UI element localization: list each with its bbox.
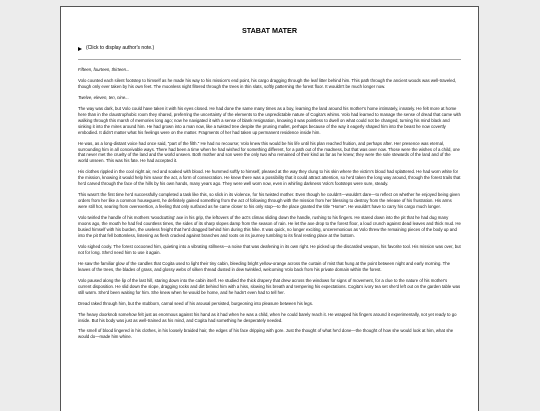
- story-paragraph: The heavy doorknob somehow felt just as enormous against his hand as it had when he was a child, when he could barely reach it. He wrapped his fingers around it experimentally, not yet ready to go inside. But his body was just as well-trained as his mind, and Cogita had something he desperately needed.: [78, 311, 457, 323]
- story-page: [60, 6, 479, 411]
- story-paragraph: Dread raked through him, but the stubborn, carnal seed of his arousal persisted, burgeoning into pleasure between his legs.: [78, 300, 314, 306]
- author-note-toggle-label[interactable]: (Click to display author's note.): [86, 45, 155, 51]
- story-paragraph: Volo paused along the lip of the last hill, staring down into the cabin itself. He studied the thick drapery that drew across the windows for signs of movement, for a clue to the nature of his mother's current disposition. He slid down the slope, dragging rocks and dirt behind him with a hiss, slowing his breath and tempering his expectations. Cogita's ivory tea set she'd left out on the garden table was still warm. She'd been waiting for him. She knew when he would be home, and he hadn't even had to tell her.: [78, 277, 461, 295]
- divider: [78, 59, 461, 60]
- story-paragraph: The smell of blood lingered in his clothes, in his loosely braided hair, the edges of his face dripping with gore. Just the thought of what he'd done—the thought of how she would look at him, what she would do—made him whine.: [78, 328, 454, 340]
- story-paragraph: Twelve, eleven, ten, nine...: [78, 94, 129, 100]
- story-paragraph: Volo twirled the handle of his mothers 'woodcutting' axe in his grip, the leftovers of the act's climax sliding down the handle, rushing to his fingers. He stared down into the pit that he had dug many moons ago, the mouth he had fed countless times, the sides of its sharp slopes damp from the season of rain. He let the axe drop to the forest floor, a loud crunch against dead leaves and thick mud. He busied himself with his burden, the useless freight that he'd dragged behind him during this hike. It was quick, no longer exciting, unceremonious as Volo threw the remaining pieces of the body up and into the pit that fell bottomless, listening as flesh cracked against branches and roots on its journey tumbling to its final resting place at the bottom.: [78, 215, 461, 238]
- story-title: STABAT MATER: [241, 26, 298, 35]
- story-paragraph: This wasn't the first time he'd successfully completed a task like this, so slick in its violence, for his twisted mother. Even though he couldn't—wouldn't dare—to reflect on whether he enjoyed being given orders from her like a common houseguest, he definitely gained something from the act of following through with the mission from her blessing to destroy from the release of his frustration. His arms were still hot, searing from overexertion, a feeling that only surfaced as he came closer to his only stop—to the place granted the title "Home". He wouldn't have to carry his cargo much longer.: [78, 192, 460, 210]
- author-note-toggle[interactable]: [78, 45, 461, 52]
- story-paragraph: His clothes rippled in the cool night air, red and soaked with blood. He hummed softly to himself, pleased at the way they clung to his skin where the victim's blood had splattered. He had worn white for the mission, knowing it would help him savor the act, a form of consecration. He knew there was a possibility that it could attract attention, so he'd taken the long way around, through the forest trails that he'd carved through the face of the hills by his own hands, many years ago. They were well worn now, even in whirling darkness Volo's footsteps were sure, steady.: [78, 169, 461, 187]
- story-body: [78, 67, 461, 340]
- story-paragraph: The way was dark, but Volo could have taken it with his eyes closed. He had done the same many times as a boy, learning the land around his mother's home intimately, innately. He felt more at home here than in the claustrophobic room they shared, preferring the uncertainty of the elements to the unpredictable nature of Cogita's whims. Volo had learned to manage the sense of dread that came with walking through this marsh of memories long ago; now he navigated it with a sense of blank resignation, knowing it was pointless to dwell on what could not be changed, turning his mind black and sinking it into the mires around him. He had grown into a man now, like a twisted tree despite the pruning mallet, perhaps because of the way it eagerly shaped him into the beast he now covertly embodied. It didn't matter what his feelings were on the matter. Fragments of her had taken up permanent residence inside him.: [78, 105, 461, 135]
- disclosure-triangle-icon[interactable]: [78, 47, 82, 51]
- story-paragraph: Fifteen, fourteen, thirteen...: [78, 67, 130, 72]
- story-paragraph: He was, as a long-distant voice had once said, "part of the filth." He had no recourse; Volo knew this would be his life until his plan reached fruition, and perhaps after. Her presence was eternal, surrounding him in all conceivable ways. There had been a time when he had wished for something different, for a path out of the madness, but that was over now. Those were the wishes of a child, one that never met the cruelty of the land and the world unseen. Both mother and son were the only two who remained of their kind as far as he knew; they were the sole stewards of the land and of the world unseen. This was his fate. He had accepted it.: [78, 140, 460, 164]
- story-paragraph: Volo sighed cooly. The forest cocooned him, quieting into a vibrating stillness—a noise that was deafening in its own right. He picked up the discarded weapon, his favorite tool. His mission was over, but not for long. She'd need him to use it again.: [78, 243, 461, 255]
- story-paragraph: Volo counted each silent footstep to himself as he made his way to his mission's end point, his cargo dragging through the leaf litter behind him. This path through the ancient woods was well-traveled, though only ever taken by his own feet. The moonless night filtered through the trees in thin slats, softly patterning the forest floor. It wouldn't be much longer now.: [78, 77, 457, 89]
- story-paragraph: He saw the familiar glow of the candles that Cogita used to light their tiny cabin, bleeding bright yellow-orange across the curtain of mist that hung at the point between night and early morning. The leaves of the trees, the blades of grass, and glossy webs of silken thread dusted in dew twinkled, welcoming Volo back from his private domain within the forest.: [78, 260, 451, 272]
